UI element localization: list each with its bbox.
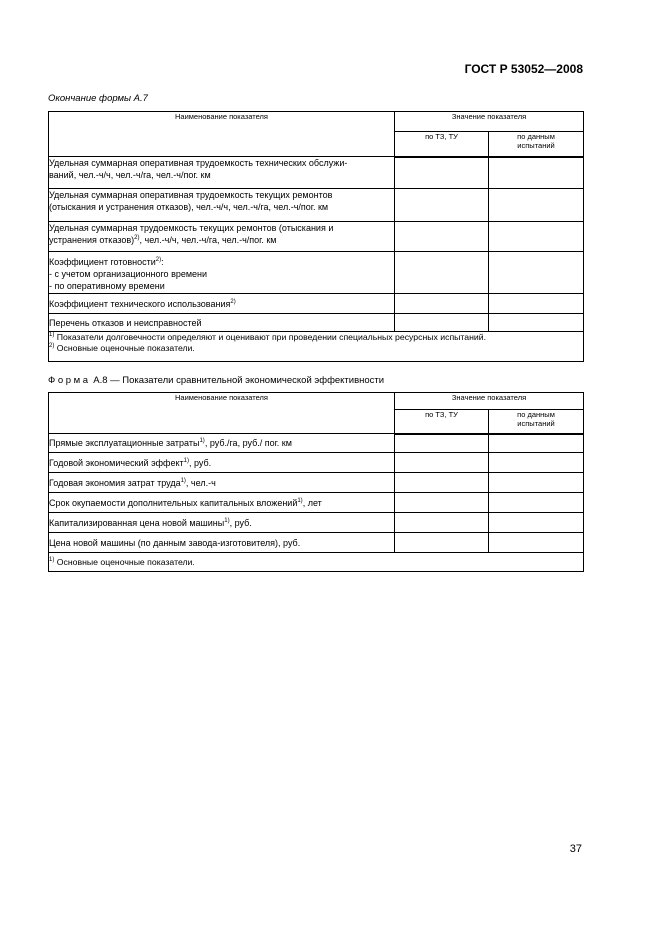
form-a8-caption: Форма А.8 — Показатели сравнительной экономической эффективности [48, 375, 385, 386]
table-row [49, 314, 584, 332]
cell-tz [395, 434, 489, 453]
row-label: Срок окупаемости дополнительных капитальных вложений$^{1)}$, лет [49, 493, 395, 513]
cell-test [489, 222, 584, 252]
column-header-tz: по ТЗ, ТУ [395, 410, 489, 434]
table-row [49, 222, 584, 252]
footnote-2: $^{2)}$ Основные оценочные показатели. [49, 343, 195, 353]
cell-test [489, 294, 584, 314]
form-a7-caption: Окончание формы А.7 [48, 93, 148, 104]
row-label: Годовой экономический эффект$^{1)}$, руб. [49, 453, 395, 473]
cell-tz [395, 294, 489, 314]
cell-tz [395, 533, 489, 553]
table-row [49, 434, 584, 453]
row-label: Удельная суммарная трудоемкость текущих ремонтов (отыскания и устранения отказов)$^{2)}$, чел.-ч/ч, чел.-ч/га, чел.-ч/пог. км [49, 222, 395, 252]
column-header-name: Наименование показателя [49, 112, 395, 157]
cell-tz [395, 189, 489, 222]
column-header-value: Значение показателя [395, 112, 584, 132]
cell-tz [395, 314, 489, 332]
row-label: Капитализированная цена новой машины$^{1)}$, руб. [49, 513, 395, 533]
cell-test [489, 513, 584, 533]
cell-tz [395, 493, 489, 513]
column-header-tz: по ТЗ, ТУ [395, 132, 489, 157]
table-row [49, 294, 584, 314]
table-row [49, 533, 584, 553]
cell-test [489, 189, 584, 222]
cell-tz [395, 513, 489, 533]
footnote-1: $^{1)}$ Показатели долговечности определяют и оценивают при проведении специальных ресурсных испытаний. [49, 332, 487, 342]
cell-tz [395, 453, 489, 473]
table-row [49, 473, 584, 493]
table-row [49, 513, 584, 533]
cell-test [489, 533, 584, 553]
cell-tz [395, 252, 489, 294]
footnotes [49, 553, 584, 572]
cell-tz [395, 157, 489, 189]
document-id: ГОСТ Р 53052—2008 [464, 62, 583, 76]
cell-tz [395, 473, 489, 493]
row-label: Коэффициент технического использования$^{2)}$ [49, 294, 395, 314]
table-row [49, 157, 584, 189]
cell-tz [395, 222, 489, 252]
table-row [49, 493, 584, 513]
cell-test [489, 493, 584, 513]
footnote-1: $^{1)}$ Основные оценочные показатели. [49, 556, 195, 567]
row-label: Цена новой машины (по данным завода-изготовителя), руб. [49, 533, 395, 553]
footnotes [49, 332, 584, 362]
table-row [49, 189, 584, 222]
form-a7-table [48, 111, 584, 362]
table-row [49, 453, 584, 473]
column-header-value: Значение показателя [395, 393, 584, 410]
cell-test [489, 314, 584, 332]
row-label: Перечень отказов и неисправностей [49, 314, 395, 332]
notes-row [49, 332, 584, 362]
notes-row [49, 553, 584, 572]
row-label: Прямые эксплуатационные затраты$^{1)}$, руб./га, руб./ пог. км [49, 434, 395, 453]
row-label: Коэффициент готовности$^{2)}$: - с учетом организационного времени - по оперативному времени [49, 252, 395, 294]
cell-test [489, 453, 584, 473]
cell-test [489, 157, 584, 189]
row-label: Удельная суммарная оперативная трудоемкость технических обслужи- ваний, чел.-ч/ч, чел.-ч/га, чел.-ч/пог. км [49, 157, 395, 189]
row-label: Удельная суммарная оперативная трудоемкость текущих ремонтов (отыскания и устранения отказов), чел.-ч/ч, чел.-ч/га, чел.-ч/пог. км [49, 189, 395, 222]
row-label: Годовая экономия затрат труда$^{1)}$, чел.-ч [49, 473, 395, 493]
table-row [49, 252, 584, 294]
page-number: 37 [569, 843, 582, 855]
column-header-test: по данным испытаний [489, 410, 584, 434]
cell-test [489, 434, 584, 453]
form-a8-table [48, 392, 584, 572]
column-header-name: Наименование показателя [49, 393, 395, 434]
cell-test [489, 473, 584, 493]
cell-test [489, 252, 584, 294]
column-header-test: по данным испытаний [489, 132, 584, 157]
